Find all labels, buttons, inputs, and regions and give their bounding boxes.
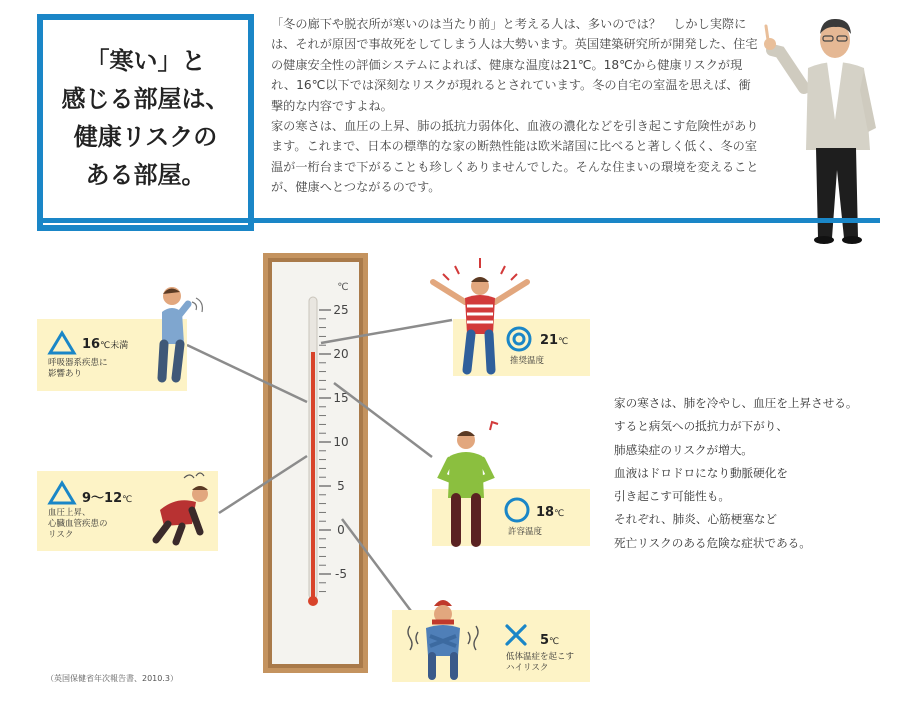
explanation-text xyxy=(614,392,904,555)
card-5c-unit: ℃ xyxy=(549,637,560,647)
card-16c-line-2: 影響あり xyxy=(48,369,83,379)
headline-line-1: 「寒い」と xyxy=(85,47,206,75)
collapsed-person-illustration xyxy=(140,470,220,550)
headline-line-3: 健康リスクの xyxy=(73,123,218,151)
connector-9-12 xyxy=(219,456,307,513)
tick-label: 10 xyxy=(333,435,349,449)
explanation-line-4: 血液はドロドロになり動脈硬化を xyxy=(614,465,788,480)
explanation-line-2: すると病気への抵抗力が下がり、 xyxy=(614,419,788,434)
headline-line-2: 感じる部屋は、 xyxy=(61,85,230,113)
card-5c-value: 5 xyxy=(540,633,550,648)
tick-label: 25 xyxy=(333,303,349,317)
card-18c-unit: ℃ xyxy=(554,509,565,519)
card-21c-unit: ℃ xyxy=(558,337,569,347)
cross-icon xyxy=(503,622,529,648)
explanation-line-3: 肺感染症のリスクが増大。 xyxy=(614,442,753,457)
card-5c-line-1: 低体温症を起こす xyxy=(506,652,575,662)
card-9-12c-value: 9～12 xyxy=(82,491,123,506)
card-9-12c-line-2: 心臓血管疾患の xyxy=(48,519,108,529)
tick-label: 5 xyxy=(337,479,345,493)
card-16c-unit: ℃未満 xyxy=(100,341,129,351)
card-5c-temp xyxy=(540,633,559,648)
card-9-12c-line-1: 血圧上昇、 xyxy=(48,508,91,518)
triangle-icon xyxy=(47,330,77,356)
intro-paragraph-1: 「冬の廊下や脱衣所が寒いのは当たり前」と考える人は、多いのでは？ しかし実際には、それが原因で事故死をしてしまう人は大勢います。英国建築研究所が開発した、住宅の健康安全性の評価システムによれば、健康な温度は21℃。18℃から健康リスクが現れ、16℃以下では深刻なリスクが現れるとされています。冬の自宅の室温を思えば、衝撃的な内容ですよね。 xyxy=(271,17,758,113)
coughing-person-illustration xyxy=(140,282,210,390)
card-21c-temp xyxy=(540,333,568,348)
card-18c-temp xyxy=(536,505,564,520)
card-21c-value: 21 xyxy=(540,333,559,348)
triangle-icon xyxy=(47,480,77,506)
explanation-line-5: 引き起こす可能性も。 xyxy=(614,489,730,504)
tick-label: 15 xyxy=(333,391,349,405)
card-16c-line-1: 呼吸器系疾患に xyxy=(48,358,108,368)
shivering-person-illustration xyxy=(398,592,488,682)
card-16c-note xyxy=(48,358,108,380)
relaxed-person-illustration xyxy=(430,420,510,550)
tick-label: 20 xyxy=(333,347,349,361)
intro-paragraph-2: 家の寒さは、血圧の上昇、肺の抵抗力弱体化、血液の濃化などを引き起こす危険性があります。これまで、日本の標準的な家の断熱性能は欧米諸国に比べると著しく低く、冬の室温が一桁台まで下がることも珍しくありませんでした。そんな住まいの環境を変えることが、健康へとつながるのです。 xyxy=(271,119,759,195)
card-5c-note xyxy=(506,652,574,674)
happy-person-illustration xyxy=(425,258,535,378)
explanation-line-6: それぞれ、肺炎、心筋梗塞など xyxy=(614,512,778,527)
tick-label: 0 xyxy=(337,523,345,537)
thermometer-unit: ℃ xyxy=(337,282,349,293)
source-citation: （英国保健省年次報告書、2010.3） xyxy=(46,674,178,683)
card-18c-note: 許容温度 xyxy=(508,527,543,537)
connector-18 xyxy=(334,383,432,457)
card-9-12c-line-3: リスク xyxy=(48,530,74,540)
card-9-12c-temp xyxy=(82,487,132,506)
explanation-line-1: 家の寒さは、肺を冷やし、血圧を上昇させる。 xyxy=(614,396,858,410)
card-18c-value: 18 xyxy=(536,505,555,520)
card-21c-note: 推奨温度 xyxy=(510,356,545,366)
card-9-12c-unit: ℃ xyxy=(122,495,133,505)
card-16c-temp xyxy=(82,337,128,352)
card-5c-line-2: ハイリスク xyxy=(506,663,549,673)
explanation-line-7: 死亡リスクのある危険な症状である。 xyxy=(614,535,811,550)
card-16c-value: 16 xyxy=(82,337,101,352)
headline-line-4: ある部屋。 xyxy=(85,161,206,189)
card-9-12c-note xyxy=(48,508,108,541)
tick-label: -5 xyxy=(335,567,347,581)
